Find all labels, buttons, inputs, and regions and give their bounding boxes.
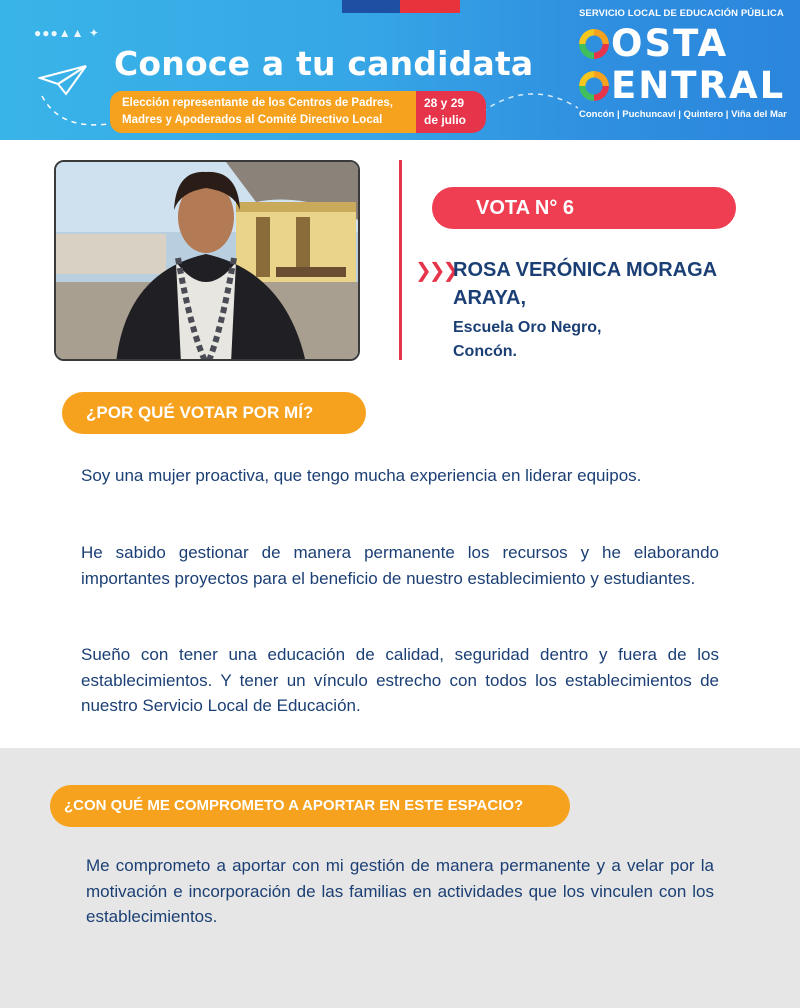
vote-number-badge: VOTA N° 6 [432, 187, 736, 229]
flag-strip [342, 0, 460, 13]
page-title: Conoce a tu candidata [114, 44, 534, 83]
candidate-name [453, 256, 773, 312]
date-line-1: 28 y 29 [424, 96, 465, 110]
dashed-trail-icon [40, 94, 110, 134]
logo-ring-icon-2 [579, 71, 609, 101]
date-line-2: de julio [424, 113, 466, 127]
logo-supertitle: SERVICIO LOCAL DE EDUCACIÓN PÚBLICA [579, 8, 784, 19]
election-line-1: Elección representante de los Centros de Padres, [122, 97, 393, 109]
why-paragraph-2: He sabido gestionar de manera permanente los recursos y he elaborando importantes proyectos para el beneficio de nuestro establecimiento y estudiantes. [81, 543, 719, 588]
vertical-divider [399, 160, 402, 360]
election-line-2: Madres y Apoderados al Comité Directivo Local [122, 114, 383, 126]
candidate-photo-illustration [56, 162, 360, 361]
candidate-photo [54, 160, 360, 361]
triple-chevron-icon: ❯❯❯ [415, 260, 457, 282]
logo-costa: OSTA [579, 22, 728, 65]
paper-plane-icon [38, 64, 88, 96]
logo-subtitle: Concón | Puchuncaví | Quintero | Viña del Mar [579, 109, 787, 120]
logo-central: ENTRAL [579, 64, 785, 107]
why-paragraph-1: Soy una mujer proactiva, que tengo mucha experiencia en liderar equipos. [81, 466, 642, 485]
candidate-name-line-2: ARAYA, [453, 287, 526, 309]
city-name: Concón. [453, 343, 517, 360]
election-pill [110, 91, 416, 133]
school-name: Escuela Oro Negro, [453, 319, 602, 336]
candidate-school [453, 316, 602, 364]
commitment-heading: ¿CON QUÉ ME COMPROMETO A APORTAR EN ESTE ESPACIO? [50, 785, 570, 827]
commitment-text: Me comprometo a aportar con mi gestión de manera permanente y a velar por la motivación e incorporación de las familias en actividades que los vinculen con los establecimientos. [86, 856, 714, 926]
dashed-trail-icon-right [480, 84, 580, 114]
decorative-dots-icon: ●●●▲▲ ✦ [34, 26, 100, 40]
why-paragraph-3: Sueño con tener una educación de calidad, seguridad dentro y fuera de los establecimientos. Y tener un vínculo estrecho con todos los establecimientos de nuestro Servicio Local de Educación. [81, 645, 719, 715]
logo-ring-icon [579, 29, 609, 59]
date-pill [416, 91, 486, 133]
header-banner [0, 0, 800, 140]
why-vote-heading: ¿POR QUÉ VOTAR POR MÍ? [62, 392, 366, 434]
candidate-name-line-1: ROSA VERÓNICA MORAGA [453, 259, 718, 281]
